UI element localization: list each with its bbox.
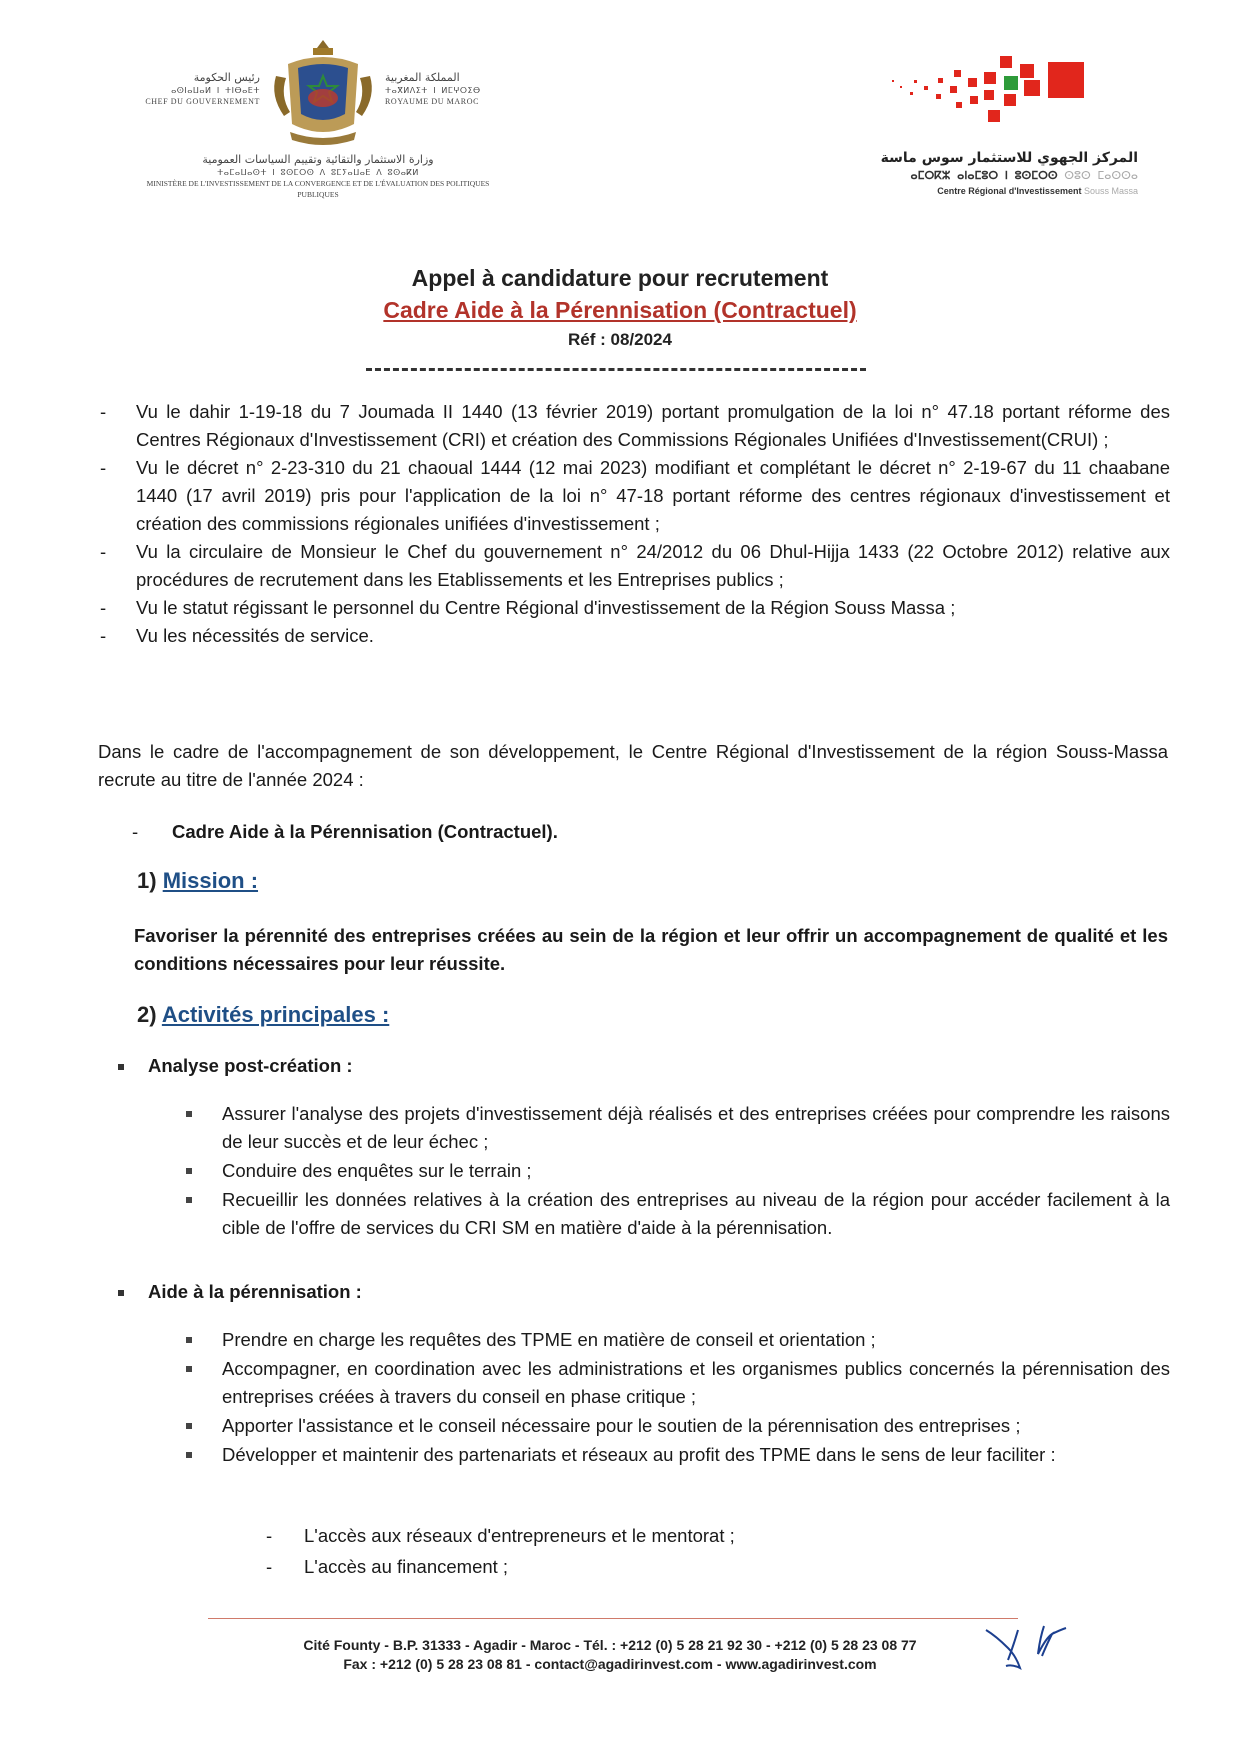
cri-arabic: المركز الجهوي للاستثمار سوس ماسة	[880, 150, 1138, 166]
mission-text: Favoriser la pérennité des entreprises créées au sein de la région et leur offrir un accompagnement de qualité et les conditions nécessaires pour leur réussite.	[134, 925, 1168, 974]
list-item-text: Recueillir les données relatives à la création des entreprises au niveau de la région pour accéder facilement à la cible de l'offre de services du CRI SM en matière d'aide à la pérennisation.	[222, 1189, 1170, 1238]
bullet-icon	[118, 1064, 124, 1070]
chef-arabic: رئيس الحكومة	[193, 71, 260, 84]
legal-reference-text: Vu la circulaire de Monsieur le Chef du gouvernement n° 24/2012 du 06 Dhul-Hijja 1433 (22 Octobre 2012) relative aux procédures de recrutement dans les Etablissements et les Entreprises publics ;	[136, 541, 1170, 590]
royaume-tifinagh: ⵜⴰⴳⵍⴷⵉⵜ ⵏ ⵍⵎⵖⵔⵉⴱ	[385, 86, 481, 95]
activity-list-analyse	[186, 1100, 1170, 1243]
activity-list-perennisation	[186, 1326, 1170, 1470]
legal-reference-item: - Vu les nécessités de service.	[100, 625, 374, 646]
sublist-item-text: L'accès aux réseaux d'entrepreneurs et le mentorat ;	[304, 1525, 735, 1546]
list-item	[186, 1441, 1170, 1469]
bullet-icon	[186, 1197, 192, 1203]
dashed-divider	[366, 368, 866, 371]
bullet-icon	[186, 1168, 192, 1174]
bullet-icon	[186, 1337, 192, 1343]
chef-french: CHEF DU GOUVERNEMENT	[145, 97, 260, 106]
cri-french-main: Centre Régional d'Investissement	[937, 186, 1082, 196]
cri-logo-icon	[880, 50, 1100, 130]
bullet-icon	[186, 1366, 192, 1372]
activity-group-title-text: Aide à la pérennisation :	[148, 1281, 362, 1302]
title-block	[0, 262, 1240, 354]
ministere-tifinagh: ⵜⴰⵎⴰⵡⴰⵙⵜ ⵏ ⵓⵙⵎⵔⵙ ⴷ ⵓⵎⵢⴰⵡⴰⴹ ⴷ ⵓⵙⴰⴽⵍ	[217, 168, 419, 177]
header-cri	[838, 148, 1138, 198]
list-item-text: Conduire des enquêtes sur le terrain ;	[222, 1160, 532, 1181]
legal-reference-text: Vu les nécessités de service.	[136, 625, 374, 646]
list-item	[186, 1186, 1170, 1242]
footer-address: Cité Founty - B.P. 31333 - Agadir - Maroc - Tél. : +212 (0) 5 28 21 92 30 - +212 (0) 5 28 23 08 77	[303, 1637, 917, 1653]
page-title: Appel à candidature pour recrutement	[411, 265, 829, 291]
cri-tifinagh	[838, 168, 1138, 184]
chef-tifinagh: ⴰⵙⵏⴰⵡⴰⵍ ⵏ ⵜⵏⴱⴰⴹⵜ	[171, 86, 260, 95]
list-item-text: Apporter l'assistance et le conseil nécessaire pour le soutien de la pérennisation des entreprises ;	[222, 1415, 1021, 1436]
list-item-text: Prendre en charge les requêtes des TPME en matière de conseil et orientation ;	[222, 1329, 876, 1350]
legal-reference-item: - Vu la circulaire de Monsieur le Chef du gouvernement n° 24/2012 du 06 Dhul-Hijja 1433 (22 Octobre 2012) relative aux procédures de recrutement dans les Etablissements et les Entreprises publics ;	[100, 541, 1170, 590]
mission-heading	[137, 868, 258, 894]
header-royaume	[385, 70, 510, 107]
header-ministere	[128, 152, 508, 200]
activities-heading-text: Activités principales :	[161, 1002, 390, 1027]
bullet-icon	[118, 1290, 124, 1296]
list-item-text: Accompagner, en coordination avec les administrations et les organismes publics concernés la pérennisation des entreprises créées à travers du conseil en phase critique ;	[222, 1358, 1170, 1407]
bullet-icon	[186, 1111, 192, 1117]
header-chef-gouvernement	[130, 70, 260, 107]
list-item	[186, 1100, 1170, 1156]
bullet-icon	[186, 1423, 192, 1429]
sublist-item: - L'accès aux réseaux d'entrepreneurs et le mentorat ;	[266, 1525, 735, 1546]
list-item	[186, 1157, 1170, 1185]
mission-number: 1)	[137, 868, 157, 893]
recruited-position-text: Cadre Aide à la Pérennisation (Contractuel).	[172, 821, 558, 842]
footer-fax-email-web: Fax : +212 (0) 5 28 23 08 81 - contact@agadirinvest.com - www.agadirinvest.com	[343, 1656, 877, 1672]
recruited-position: - Cadre Aide à la Pérennisation (Contractuel).	[132, 821, 558, 842]
mission-heading-text: Mission :	[162, 868, 259, 893]
list-item	[186, 1412, 1170, 1440]
royaume-arabic: المملكة المغربية	[385, 71, 460, 84]
legal-reference-item: - Vu le dahir 1-19-18 du 7 Joumada II 1440 (13 février 2019) portant promulgation de la loi n° 47.18 portant réforme des Centres Régionaux d'Investissement (CRI) et création des Commissions Régionales Unifiées d'Investissement(CRUI) ;	[100, 401, 1170, 450]
list-item-text: Assurer l'analyse des projets d'investissement déjà réalisés et des entreprises créées pour comprendre les raisons de leur succès et de leur échec ;	[222, 1103, 1170, 1152]
bullet-icon	[186, 1452, 192, 1458]
cri-tifinagh-light: ⵙⵓⵙ ⵎⴰⵙⵙⴰ	[1064, 169, 1138, 182]
cri-french	[838, 184, 1138, 198]
activity-group-title	[118, 1278, 362, 1306]
cri-french-light: Souss Massa	[1083, 186, 1138, 196]
reference-number: Réf : 08/2024	[568, 330, 672, 349]
facilitation-sublist	[266, 1522, 1066, 1584]
activities-heading	[137, 1002, 389, 1028]
cri-tifinagh-main: ⴰⵎⵔⴽⵣ ⴰⵏⴰⵎⵓⵔ ⵏ ⵓⵙⵎⵔⵙ	[910, 169, 1058, 182]
ministere-arabic: وزارة الاستثمار والتقائية وتقييم السياسات العمومية	[202, 153, 434, 166]
activities-number: 2)	[137, 1002, 157, 1027]
handwritten-paraph-icon	[982, 1620, 1072, 1676]
activity-group-title-text: Analyse post-création :	[148, 1055, 353, 1076]
ministere-french: MINISTÈRE DE L'INVESTISSEMENT DE LA CONVERGENCE ET DE L'ÉVALUATION DES POLITIQUES PUBLIQUES	[146, 179, 490, 199]
sublist-item-text: L'accès au financement ;	[304, 1556, 509, 1577]
legal-reference-item: - Vu le statut régissant le personnel du Centre Régional d'investissement de la Région Souss Massa ;	[100, 597, 956, 618]
royaume-french: ROYAUME DU MAROC	[385, 97, 480, 106]
royal-coat-of-arms-icon	[268, 36, 378, 148]
list-item-text: Développer et maintenir des partenariats et réseaux au profit des TPME dans le sens de leur faciliter :	[222, 1444, 1056, 1465]
list-item	[186, 1326, 1170, 1354]
legal-reference-text: Vu le décret n° 2-23-310 du 21 chaoual 1444 (12 mai 2023) modifiant et complétant le décret n° 2-19-67 du 11 chaabane 1440 (17 avril 2019) pris pour l'application de la loi n° 47-18 portant réforme des centres régionaux d'investissement et création des commissions régionales unifiées d'investissement ;	[136, 457, 1170, 534]
sublist-item: - L'accès au financement ;	[266, 1556, 509, 1577]
legal-reference-text: Vu le dahir 1-19-18 du 7 Joumada II 1440 (13 février 2019) portant promulgation de la loi n° 47.18 portant réforme des Centres Régionaux d'Investissement (CRI) et création des Commissions Régionales Unifiées d'Investissement(CRUI) ;	[136, 401, 1170, 450]
list-item	[186, 1355, 1170, 1411]
legal-reference-text: Vu le statut régissant le personnel du Centre Régional d'investissement de la Région Souss Massa ;	[136, 597, 956, 618]
footer-divider	[208, 1618, 1018, 1619]
footer-contact	[200, 1636, 1020, 1674]
position-title: Cadre Aide à la Pérennisation (Contractuel)	[383, 297, 857, 323]
activity-group-title	[118, 1052, 353, 1080]
legal-references-list	[96, 398, 1170, 650]
intro-paragraph: Dans le cadre de l'accompagnement de son développement, le Centre Régional d'Investissement de la région Souss-Massa recrute au titre de l'année 2024 :	[98, 741, 1168, 790]
legal-reference-item: - Vu le décret n° 2-23-310 du 21 chaoual 1444 (12 mai 2023) modifiant et complétant le décret n° 2-19-67 du 11 chaabane 1440 (17 avril 2019) pris pour l'application de la loi n° 47-18 portant réforme des centres régionaux d'investissement et création des commissions régionales unifiées d'investissement ;	[100, 457, 1170, 534]
